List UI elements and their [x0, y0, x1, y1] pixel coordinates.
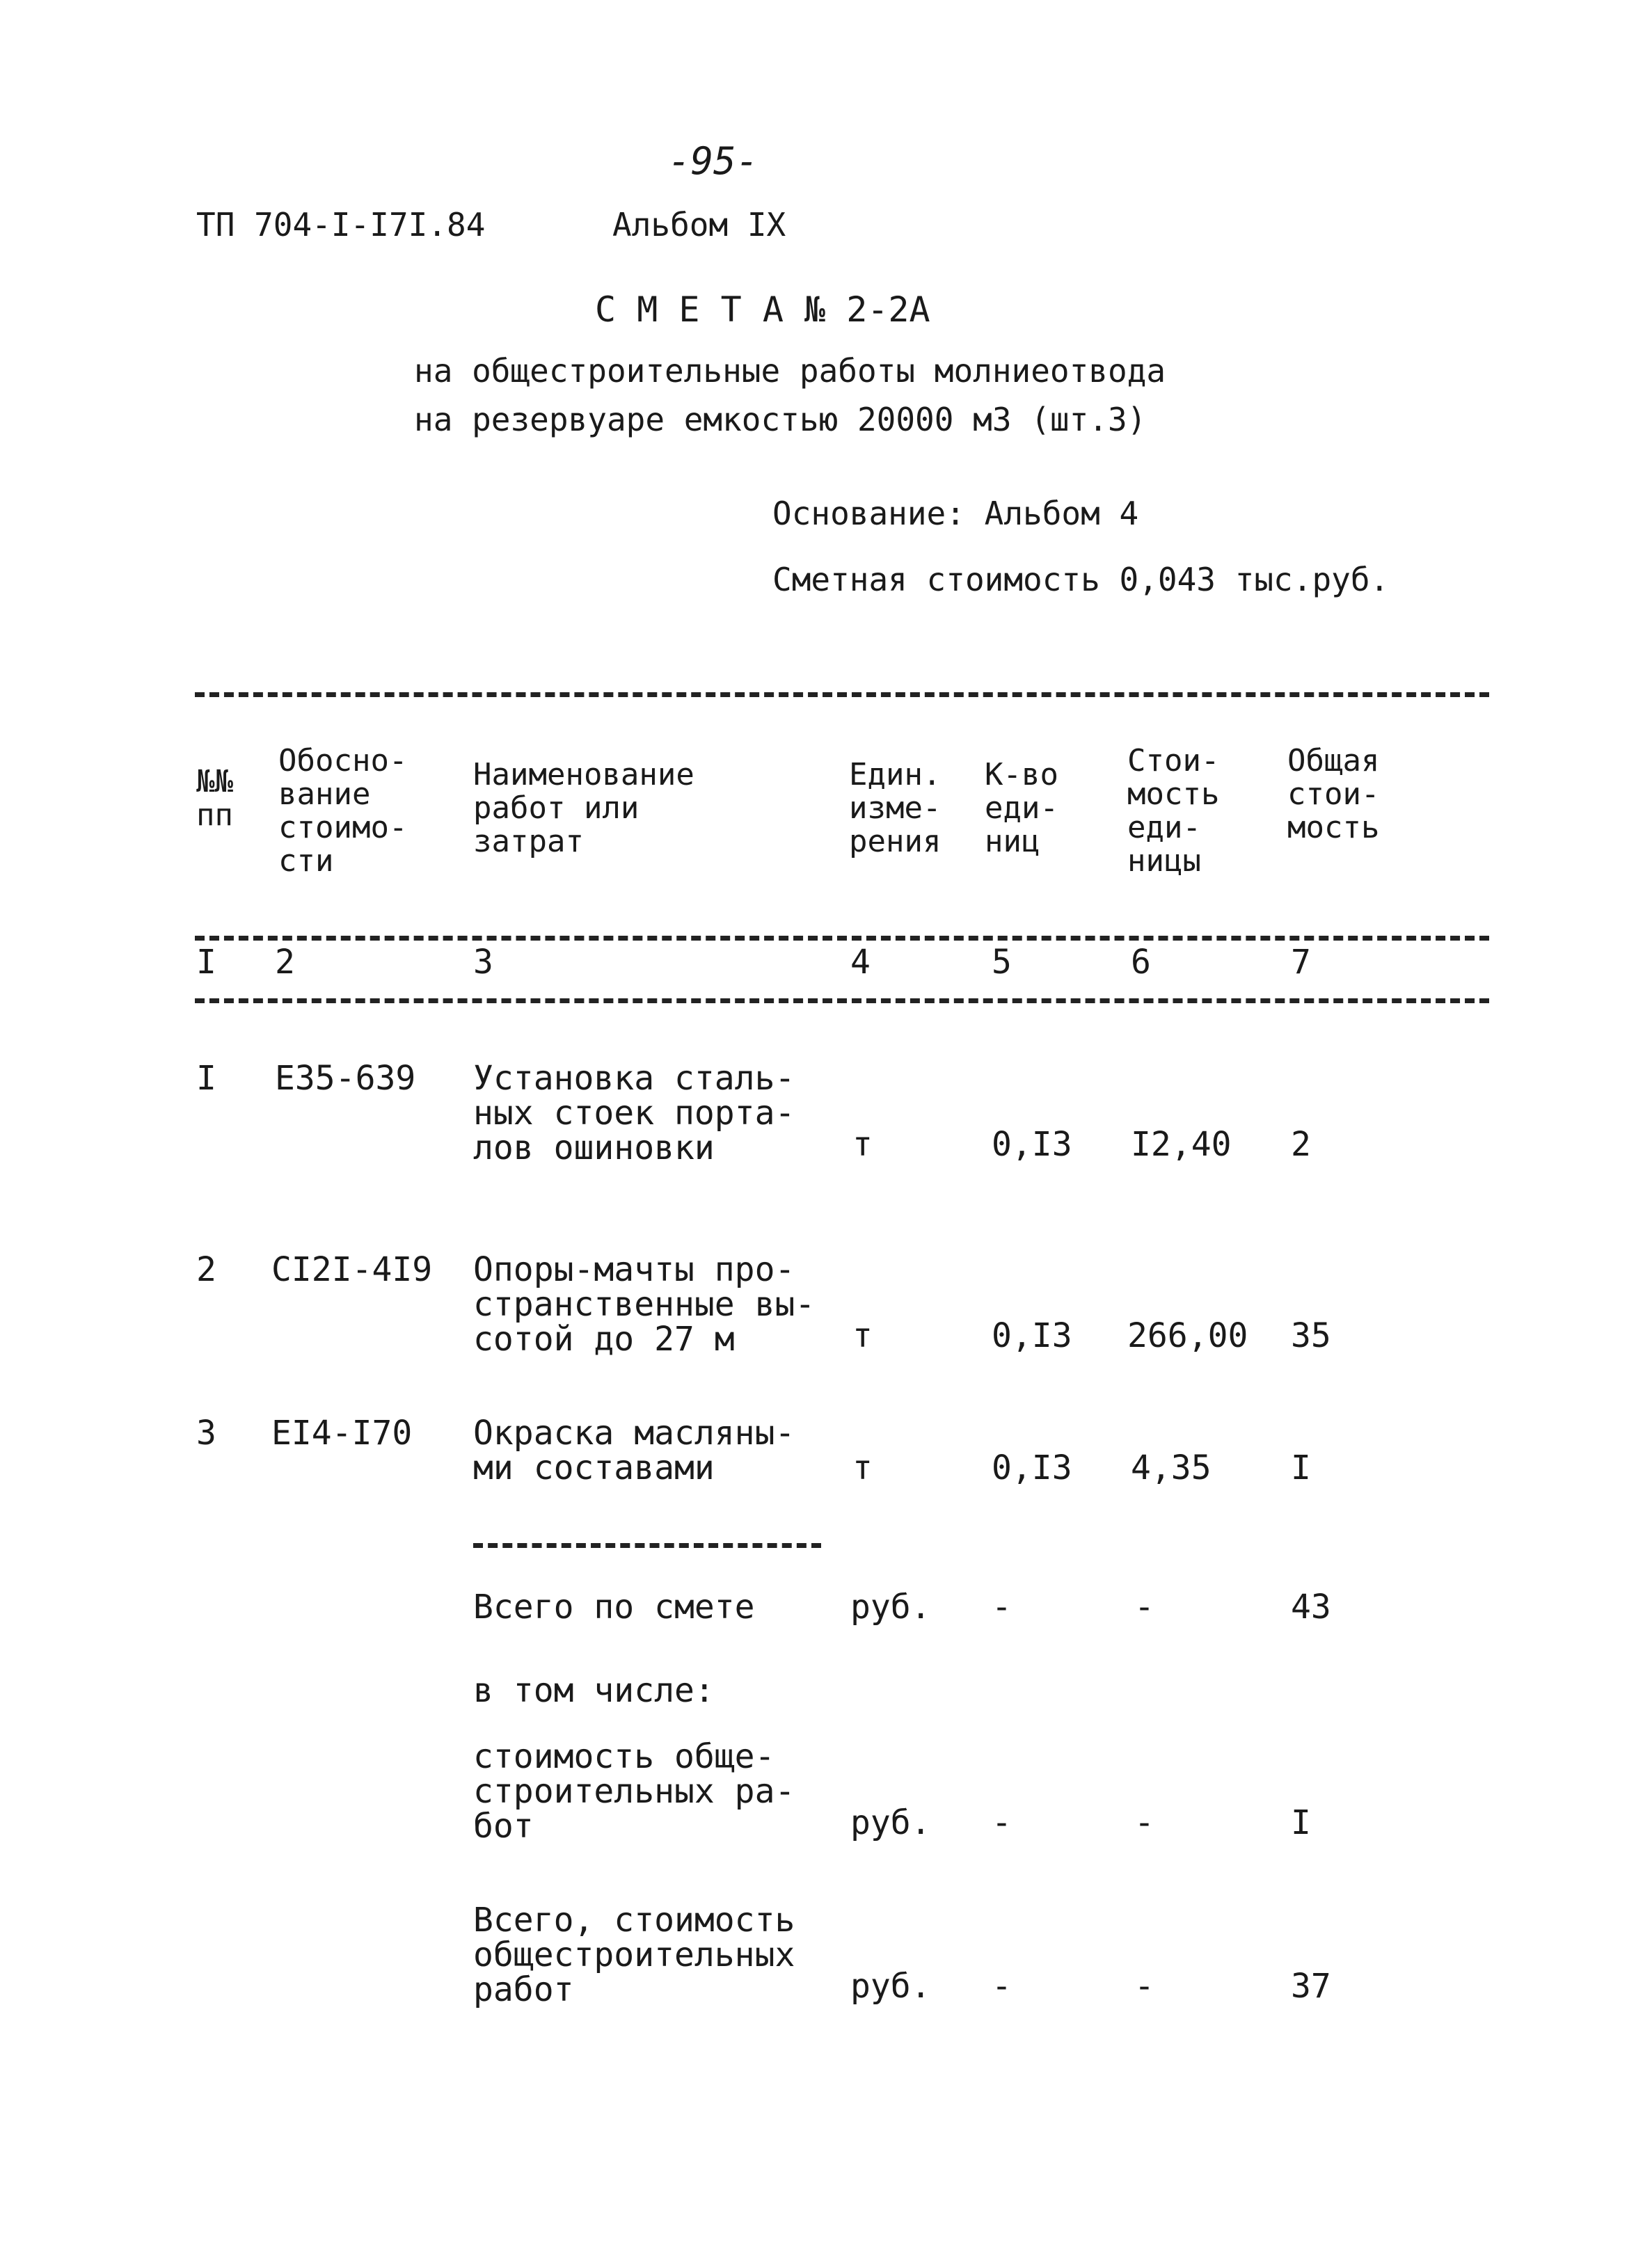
summary-quantity: - — [992, 1967, 1012, 2006]
header-unit: Един. изме- рения — [849, 757, 942, 859]
table-row-unit: т — [852, 1316, 873, 1355]
subtitle-line-1: на общестроительные работы молниеотвода — [414, 352, 1166, 390]
summary-name: Всего, стоимость общестроительных работ — [473, 1901, 795, 2009]
subtotal-rule — [473, 1543, 821, 1548]
document-title: С М Е Т А № 2-2А — [595, 289, 930, 330]
summary-unit: руб. — [850, 1803, 931, 1842]
table-row-unit-cost: I2,40 — [1131, 1125, 1232, 1164]
summary-name: в том числе: — [473, 1671, 715, 1710]
subtitle-line-2: на резервуаре емкостью 20000 м3 (шт.3) — [414, 401, 1147, 438]
table-row-basis: Е35-639 — [275, 1059, 416, 1098]
table-row-basis: СI2I-4I9 — [271, 1250, 433, 1289]
table-row-name: Окраска масляны- ми составами — [473, 1414, 795, 1487]
table-row-number: 3 — [196, 1414, 216, 1453]
basis-line: Основание: Альбом 4 — [772, 495, 1139, 532]
table-row-unit: т — [852, 1125, 873, 1164]
summary-total: I — [1291, 1803, 1311, 1842]
table-row-number: 2 — [196, 1250, 216, 1289]
summary-quantity: - — [992, 1803, 1012, 1842]
table-row-name: Опоры-мачты про- странственные вы- сотой до 27 м — [473, 1250, 816, 1359]
summary-name: стоимость обще- строительных ра- бот — [473, 1737, 795, 1846]
table-top-rule — [195, 692, 1489, 697]
table-row-quantity: 0,I3 — [992, 1316, 1072, 1355]
summary-total: 37 — [1291, 1967, 1331, 2006]
table-row-unit-cost: 266,00 — [1127, 1316, 1248, 1355]
table-row-unit: т — [852, 1448, 873, 1487]
header-work-name: Наименование работ или затрат — [473, 757, 694, 859]
header-bottom-rule — [195, 936, 1489, 941]
header-cost-basis: Обосно- вание стоимо- сти — [278, 743, 408, 879]
summary-unit-cost: - — [1134, 1588, 1154, 1627]
table-row-total: 2 — [1291, 1125, 1311, 1164]
column-number: 6 — [1131, 943, 1151, 982]
page-number: -95- — [668, 139, 759, 183]
column-number: 5 — [992, 943, 1012, 982]
table-row-number: I — [196, 1059, 216, 1098]
column-number: 4 — [850, 943, 871, 982]
table-row-basis: ЕI4-I70 — [271, 1414, 413, 1453]
summary-unit: руб. — [850, 1967, 931, 2006]
table-row-total: 35 — [1291, 1316, 1331, 1355]
summary-total: 43 — [1291, 1588, 1331, 1627]
summary-unit-cost: - — [1134, 1803, 1154, 1842]
summary-unit: руб. — [850, 1588, 931, 1627]
column-number: 7 — [1291, 943, 1311, 982]
summary-unit-cost: - — [1134, 1967, 1154, 2006]
album-label: Альбом IX — [612, 206, 786, 243]
table-row-name: Установка сталь- ных стоек порта- лов ошиновки — [473, 1059, 795, 1167]
header-total-cost: Общая стои- мость — [1287, 743, 1380, 845]
table-row-total: I — [1291, 1448, 1311, 1487]
column-number: 2 — [275, 943, 295, 982]
header-quantity: К-во еди- ниц — [985, 757, 1058, 859]
column-number: 3 — [473, 943, 493, 982]
column-number: I — [196, 943, 216, 982]
table-row-quantity: 0,I3 — [992, 1125, 1072, 1164]
header-row-number: №№ пп — [196, 764, 233, 833]
document-code: ТП 704-I-I7I.84 — [196, 206, 486, 243]
estimated-cost-line: Сметная стоимость 0,043 тыс.руб. — [772, 561, 1390, 598]
summary-name: Всего по смете — [473, 1588, 755, 1627]
header-unit-cost: Стои- мость еди- ницы — [1127, 743, 1220, 879]
table-row-unit-cost: 4,35 — [1131, 1448, 1212, 1487]
summary-quantity: - — [992, 1588, 1012, 1627]
column-number-bottom-rule — [195, 998, 1489, 1003]
table-row-quantity: 0,I3 — [992, 1448, 1072, 1487]
